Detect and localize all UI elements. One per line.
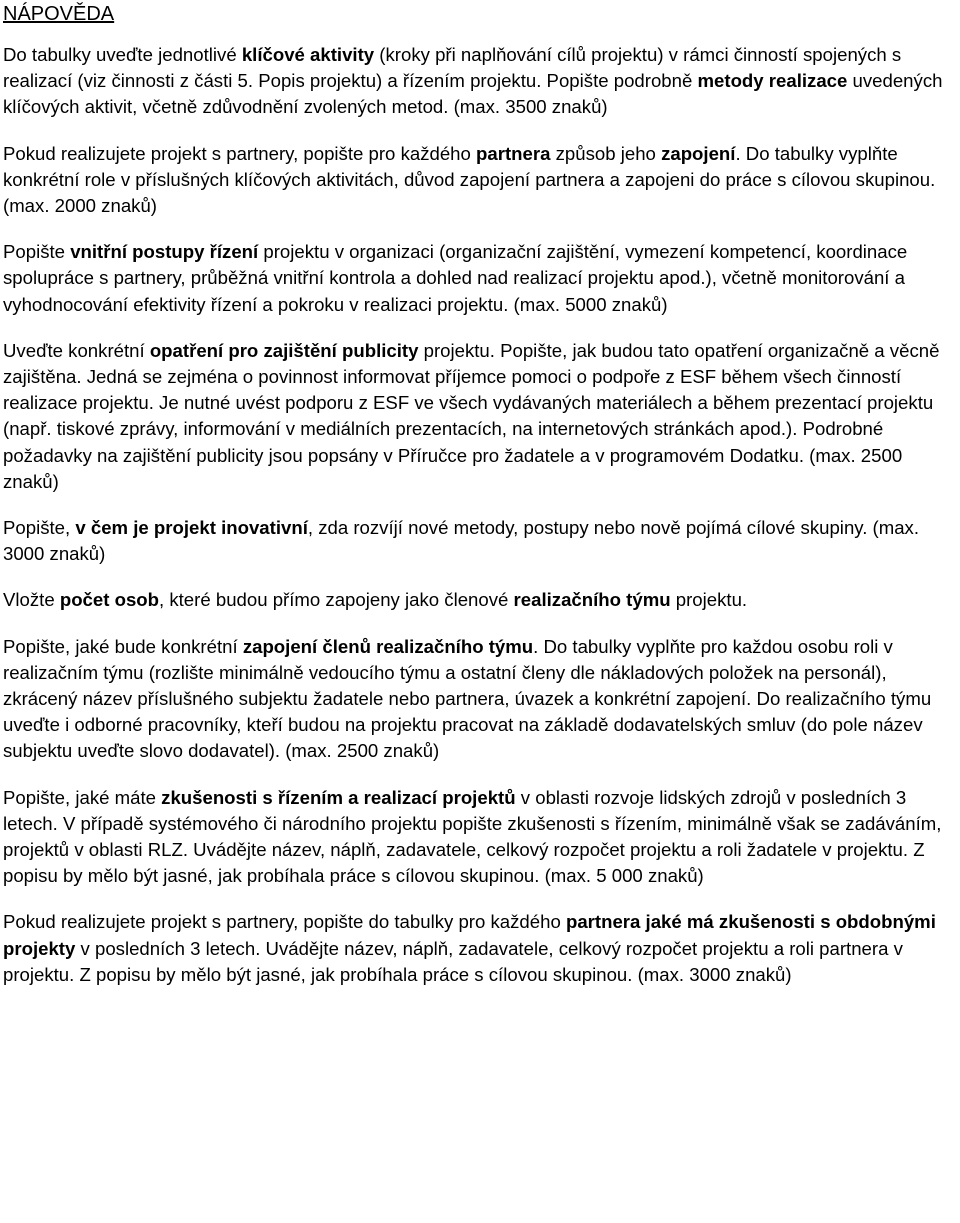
text-run: způsob jeho <box>550 142 662 164</box>
text-run: Uveďte konkrétní <box>3 339 150 361</box>
text-run: v posledních 3 letech. Uvádějte název, náplň, zadavatele, celkový rozpočet projektu a roli partnera v projektu. Z popisu by mělo být jasné, jak probíhala práce s cílovou skupinou. (max. 3000 znaků) <box>3 937 903 985</box>
help-paragraph <box>3 634 958 765</box>
text-run: projektu. <box>670 589 748 611</box>
text-run: v oblasti rozvoje lidských zdrojů v posledních 3 letech. V případě systémového či národního projektu popište zkušenosti s řízením, minimálně však se zadáváním, projektů v oblasti RLZ. Uvádějte název, náplň, zadavatele, celkový rozpočet projektu a roli žadatele v projektu. Z popisu by mělo být jasné, jak probíhala práce s cílovou skupinou. (max. 5 000 znaků) <box>3 786 942 887</box>
help-paragraph <box>3 338 958 495</box>
help-paragraph <box>3 909 958 988</box>
text-run: , zda rozvíjí nové metody, postupy nebo nově pojímá cílové skupiny. (max. 3000 znaků) <box>3 517 920 565</box>
bold-text: metody realizace <box>697 70 848 92</box>
text-run: Pokud realizujete projekt s partnery, popište do tabulky pro každého <box>3 911 566 933</box>
help-paragraph <box>3 42 958 121</box>
text-run: Do tabulky uveďte jednotlivé <box>3 44 242 65</box>
bold-text: zapojení členů realizačního týmu <box>242 635 534 657</box>
text-run: Popište <box>3 241 71 263</box>
bold-text: v čem je projekt inovativní <box>75 517 308 539</box>
help-paragraphs <box>3 42 958 988</box>
text-run: (kroky při naplňování cílů projektu) v rámci činností spojených s realizací (viz činnosti z části 5. Popis projektu) a řízením projektu. Popište podrobně <box>3 44 902 92</box>
bold-text: realizačního týmu <box>513 589 671 611</box>
text-run: Popište, <box>3 517 76 539</box>
bold-text: zapojení <box>661 142 736 164</box>
text-run: . Do tabulky vyplňte konkrétní role v příslušných klíčových aktivitách, důvod zapojení partnera a zapojeni do práce s cílovou skupinou. (max. 2000 znaků) <box>3 142 936 217</box>
text-run: Vložte <box>3 589 60 611</box>
bold-text: zkušenosti s řízením a realizací projektů <box>161 786 516 808</box>
bold-text: partnera <box>476 142 551 164</box>
text-run: projektu v organizaci (organizační zajištění, vymezení kompetencí, koordinace spolupráce s partnery, průběžná vnitřní kontrola a dohled nad realizací projektu apod.), včetně monitorování a vyhodnocování efektivity řízení a pokroku v realizaci projektu. (max. 5000 znaků) <box>3 241 908 315</box>
bold-text: počet osob <box>59 589 160 611</box>
help-paragraph <box>3 587 958 613</box>
text-run: Popište, jaké bude konkrétní <box>3 635 243 657</box>
text-run: Pokud realizujete projekt s partnery, popište pro každého <box>3 142 477 164</box>
bold-text: vnitřní postupy řízení <box>70 241 259 263</box>
help-paragraph <box>3 785 958 890</box>
help-paragraph <box>3 515 958 567</box>
text-run: . Do tabulky vyplňte pro každou osobu roli v realizačním týmu (rozlište minimálně vedoucího týmu a ostatní členy dle nákladových položek na personál), zkrácený název příslušného subjektu žadatele nebo partnera, úvazek a konkrétní zapojení. Do realizačního týmu uveďte i odborné pracovníky, kteří budou na projektu pracovat na základě dodavatelských smluv (do pole název subjektu uveďte slovo dodavatel). (max. 2500 znaků) <box>3 635 932 762</box>
page-heading: NÁPOVĚDA <box>3 3 115 25</box>
bold-text: partnera jaké má zkušenosti s obdobnými projekty <box>3 911 936 959</box>
text-run: , které budou přímo zapojeny jako členové <box>159 589 514 611</box>
help-paragraph <box>3 141 958 220</box>
text-run: Popište, jaké máte <box>3 786 162 808</box>
text-run: uvedených klíčových aktivit, včetně zdůvodnění zvolených metod. (max. 3500 znaků) <box>3 70 943 118</box>
help-paragraph <box>3 239 958 318</box>
bold-text: klíčové aktivity <box>241 44 375 65</box>
bold-text: opatření pro zajištění publicity <box>149 339 419 361</box>
text-run: projektu. Popište, jak budou tato opatření organizačně a věcně zajištěna. Jedná se zejména o povinnost informovat příjemce pomoci o podpoře z ESF během všech činností realizace projektu. Je nutné uvést podporu z ESF ve všech vydávaných materiálech a během prezentací projektu (např. tiskové zprávy, informování v mediálních prezentacích, na internetových stránkách apod.). Podrobné požadavky na zajištění publicity jsou popsány v Příručce pro žadatele a v programovém Dodatku. (max. 2500 znaků) <box>3 339 940 492</box>
